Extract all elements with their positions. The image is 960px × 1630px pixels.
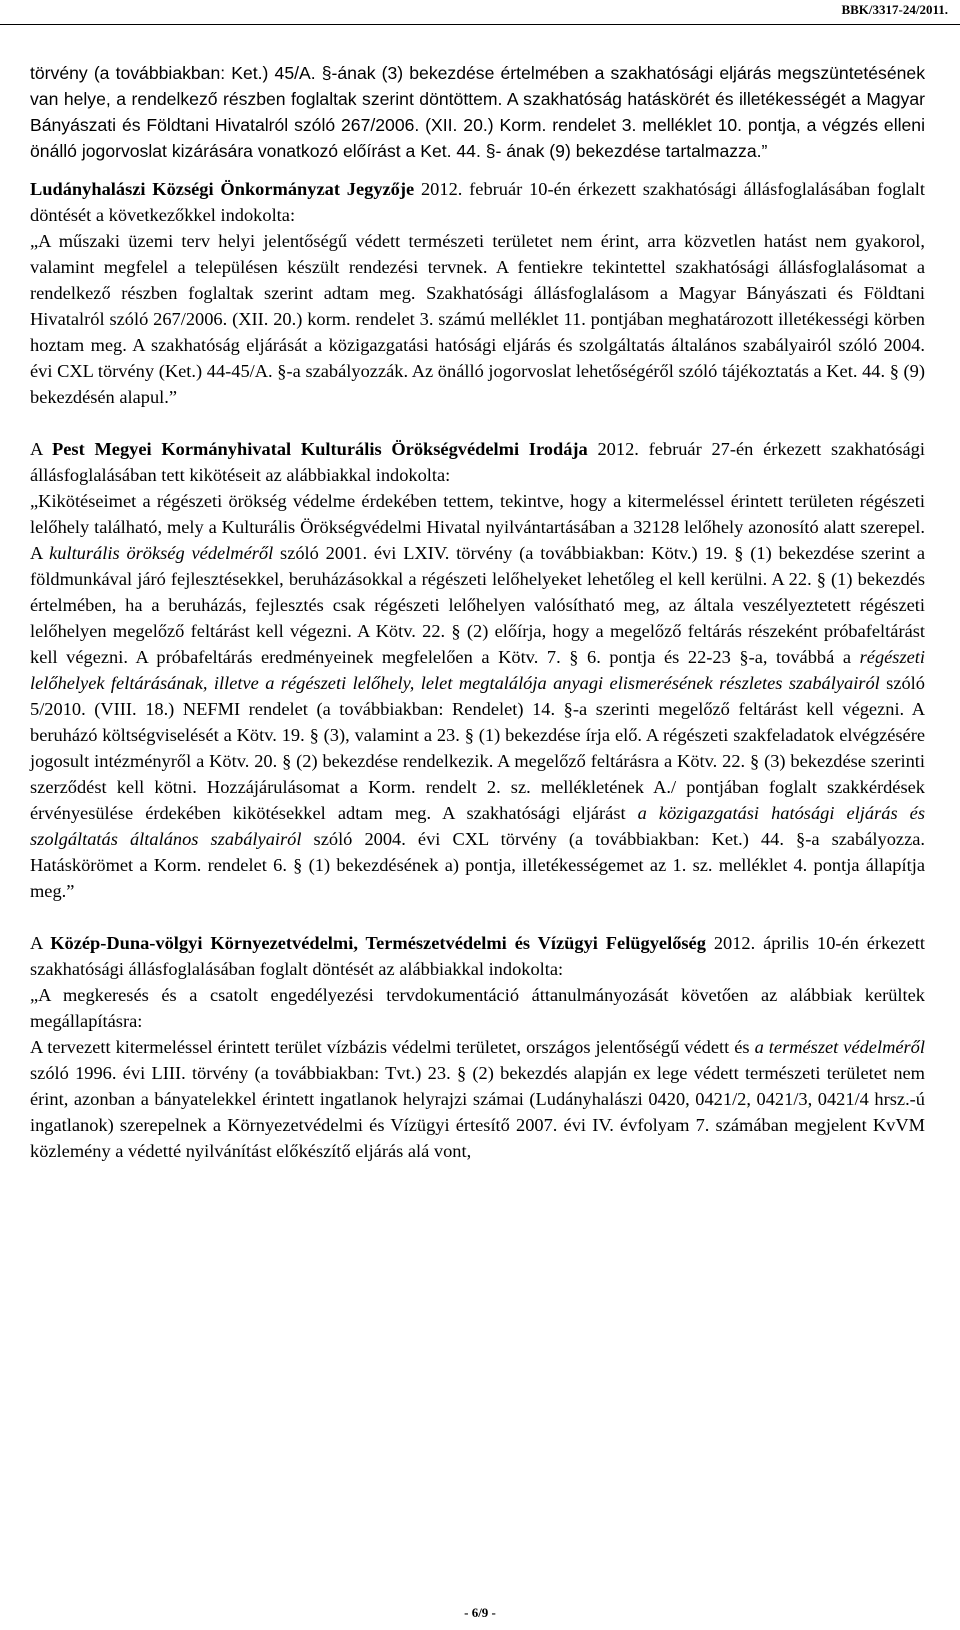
law-title-nefmi: régészeti lelőhelyek feltárásának, illetve a régészeti lelőhely, lelet megtalálója anyagi elismerésének részletes szabályairól bbox=[30, 647, 925, 693]
quote-text-3: szóló 5/2010. (VIII. 18.) NEFMI rendelet (a továbbiakban: Rendelet) 14. §-a szerinti megelőző feltárást kell végezni. A beruházó költségviselését a Kötv. 19. § (3), valamint a 23. § (1) bekezdése írja elő. A régészeti szakfeladatok elvégzésére jogosult intézményről a Kötv. 20. § (2) bekezdése rendelkezik. A megelőző feltárásra a Kötv. 22. § (3) bekezdése szerinti szerződést kell kötni. Hozzájárulásomat a Korm. rendelt 2. sz. mellékletének A./ pontjában foglalt szakkérdések érvényesülése érdekében kikötésekkel adtam meg. A szakhatósági eljárást bbox=[30, 673, 925, 823]
authority-name-pest: Pest Megyei Kormányhivatal Kulturális Örökségvédelmi Irodája bbox=[52, 439, 588, 459]
intro-prefix: A bbox=[30, 439, 53, 459]
intro-prefix: A bbox=[30, 933, 51, 953]
quote-pest bbox=[30, 488, 925, 904]
quote-text-4: szóló 2004. évi CXL törvény (a továbbiakban: Ket.) 44. §-a szabályozza. Hatáskörömet a Korm. rendelet 6. § (1) bekezdésének a) pontja, illetékességemet az 1. sz. melléklet 4. pontja állapítja meg.” bbox=[30, 829, 925, 901]
intro-text: 2012. február 27-én érkezett szakhatósági állásfoglalásában tett kikötéseit az alábbiakkal indokolta: bbox=[30, 439, 925, 485]
spacer bbox=[30, 904, 925, 930]
header-rule bbox=[0, 24, 960, 25]
law-title-kotv: kulturális örökség védelméről bbox=[49, 543, 274, 563]
authority-name-ludanyhalasz: Ludányhalászi Községi Önkormányzat Jegyzője bbox=[30, 179, 415, 199]
intro-text: 2012. április 10-én érkezett szakhatósági állásfoglalásában foglalt döntését az alábbiakkal indokolta: bbox=[30, 933, 925, 979]
paragraph-ket-reference: törvény (a továbbiakban: Ket.) 45/A. §-ának (3) bekezdése értelmében a szakhatósági eljárás megszüntetésének van helye, a rendelkező részben foglaltak szerint döntöttem. A szakhatóság hatáskörét és illetékességét a Magyar Bányászati és Földtani Hivatalról szóló 267/2006. (XII. 20.) Korm. rendelet 3. melléklet 10. pontja, a végzés elleni önálló jogorvoslat kizárására vonatkozó előírást a Ket. 44. §- ának (9) bekezdése tartalmazza.” bbox=[30, 63, 925, 161]
quote-text-2: szóló 1996. évi LIII. törvény (a továbbiakban: Tvt.) 23. § (2) bekezdés alapján ex lege védett természeti területet nem érint, azonban a bányatelekkel érintett ingatlanok helyrajzi számai (Ludányhalászi 0420, 0421/2, 0421/3, 0421/4 hrsz.-ú ingatlanok) szerepelnek a Környezetvédelmi és Vízügyi értesítő 2007. évi IV. évfolyam 7. számában megjelent KvVM közlemény a védetté nyilvánítást előkészítő eljárás alá vont, bbox=[30, 1063, 925, 1161]
quote-text-1: „Kikötéseimet a régészeti örökség védelme érdekében tettem, tekintve, hogy a kitermeléssel érintett területen régészeti lelőhely található, mely a Kulturális Örökségvédelmi Hivatal nyilvántartásában a 32128 lelőhely azonosító alatt szerepel. A bbox=[30, 491, 925, 563]
quote-kdv-body bbox=[30, 1034, 925, 1164]
page-number: - 6/9 - bbox=[464, 1605, 496, 1620]
law-title-ket: a közigazgatási hatósági eljárás és szolgáltatás általános szabályairól bbox=[30, 803, 925, 849]
paragraph-pest-intro bbox=[30, 436, 925, 488]
quote-text-1: A tervezett kitermeléssel érintett terület vízbázis védelmi területet, országos jelentőségű védett és bbox=[30, 1037, 755, 1057]
quote-kdv-opening: „A megkeresés és a csatolt engedélyezési tervdokumentáció áttanulmányozását követően az alábbiak kerültek megállapításra: bbox=[30, 985, 925, 1031]
paragraph-kdv-intro bbox=[30, 930, 925, 982]
document-reference: BBK/3317-24/2011. bbox=[841, 2, 948, 17]
paragraph-ludanyhalasz-intro bbox=[30, 176, 925, 228]
spacer bbox=[30, 410, 925, 436]
law-title-tvt: a természet védelméről bbox=[754, 1037, 925, 1057]
quote-ludanyhalasz: „A műszaki üzemi terv helyi jelentőségű védett természeti területet nem érint, arra közvetlen hatást nem gyakorol, valamint megfelel a településen készült rendezési tervnek. A fentiekre tekintettel szakhatósági állásfoglalásomat a rendelkező részben foglaltak szerint adtam meg. Szakhatósági állásfoglalásom a Magyar Bányászati és Földtani Hivatalról szóló 267/2006. (XII. 20.) korm. rendelet 3. számú melléklet 11. pontjában meghatározott illetékességi körben hoztam meg. A szakhatóság eljárását a közigazgatási hatósági eljárás és szolgáltatás általános szabályairól szóló 2004. évi CXL törvény (Ket.) 44-45/A. §-a szabályozzák. Az önálló jogorvoslat lehetőségéről szóló tájékoztatás a Ket. 44. § (9) bekezdésén alapul.” bbox=[30, 231, 925, 407]
authority-name-kdv: Közép-Duna-völgyi Környezetvédelmi, Természetvédelmi és Vízügyi Felügyelőség bbox=[50, 933, 706, 953]
quote-text-2: szóló 2001. évi LXIV. törvény (a továbbiakban: Kötv.) 19. § (1) bekezdése szerint a földmunkával járó fejlesztésekkel, beruházásokkal a régészeti lelőhelyeket lehetőleg el kell kerülni. A 22. § (1) bekezdés értelmében, ha a beruházás, fejlesztés csak régészeti lelőhelyen valósítható meg, az általa veszélyeztetett régészeti lelőhelyen megelőző feltárást kell végezni. A Kötv. 22. § (2) előírja, hogy a megelőző feltárás részeként próbafeltárást kell végezni. A próbafeltárás eredményeinek megfelelően a Kötv. 7. § 6. pontja és 22-23 §-a, továbbá a bbox=[30, 543, 925, 667]
document-body bbox=[30, 60, 925, 1164]
intro-text: 2012. február 10-én érkezett szakhatósági állásfoglalásában foglalt döntését a következőkkel indokolta: bbox=[30, 179, 925, 225]
spacer bbox=[30, 164, 925, 176]
